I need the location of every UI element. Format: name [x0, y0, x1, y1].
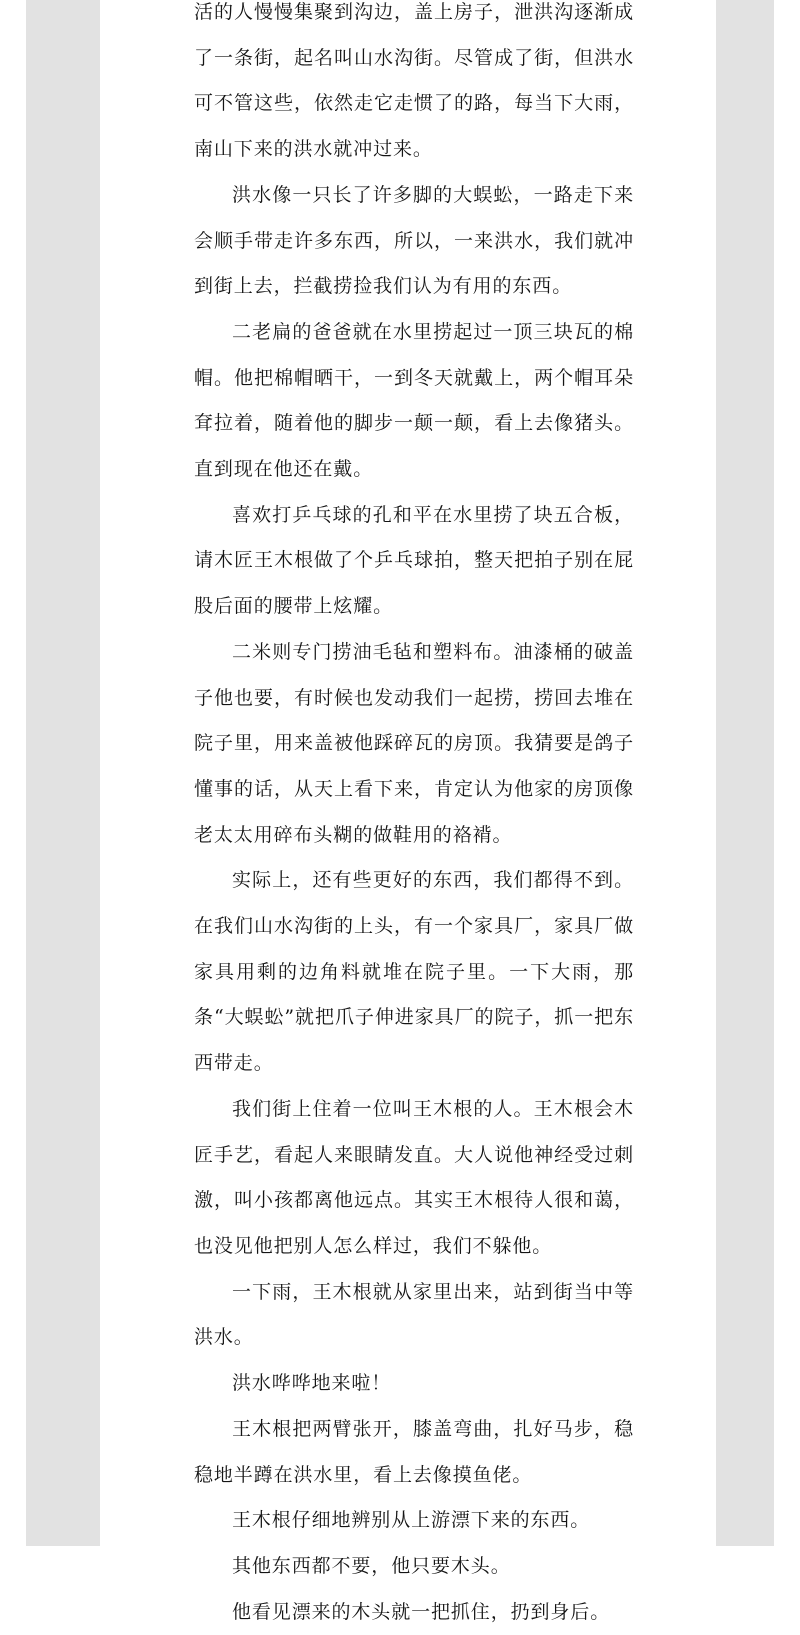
- paragraph: 王木根仔细地辨别从上游漂下来的东西。: [232, 1509, 591, 1532]
- paragraph: 一下雨，王木根就从家里出来，站到街当中等洪水。: [194, 1280, 634, 1349]
- paragraph: 他看见漂来的木头就一把抓住，扔到身后。: [232, 1600, 611, 1623]
- paragraph: 喜欢打乒乓球的孔和平在水里捞了块五合板，请木匠王木根做了个乒乓球拍，整天把拍子别在屁股后面的腰带上炫耀。: [194, 503, 634, 618]
- paragraph: 二米则专门捞油毛毡和塑料布。油漆桶的破盖子他也要，有时候也发动我们一起捞，捞回去堆在院子里，用来盖被他踩碎瓦的房顶。我猜要是鸽子懂事的话，从天上看下来，肯定认为他家的房顶像老太太用碎布头糊的做鞋用的袼褙。: [194, 640, 634, 846]
- text-column: [194, 0, 634, 1623]
- right-margin: [716, 0, 774, 1546]
- paragraph: 实际上，还有些更好的东西，我们都得不到。在我们山水沟街的上头，有一个家具厂，家具厂做家具用剩的边角料就堆在院子里。一下大雨，那条“大蜈蚣”就把爪子伸进家具厂的院子，抓一把东西带走。: [194, 869, 634, 1075]
- paragraph: 洪水哗哗地来啦！: [232, 1372, 392, 1395]
- paragraph: 我们街上住着一位叫王木根的人。王木根会木匠手艺，看起人来眼睛发直。大人说他神经受过刺激，叫小孩都离他远点。其实王木根待人很和蔼，也没见他把别人怎么样过，我们不躲他。: [194, 1097, 634, 1257]
- paragraph: 活的人慢慢集聚到沟边，盖上房子，泄洪沟逐渐成了一条街，起名叫山水沟街。尽管成了街，但洪水可不管这些，依然走它走惯了的路，每当下大雨，南山下来的洪水就冲过来。: [194, 1, 634, 161]
- paragraph: 洪水像一只长了许多脚的大蜈蚣，一路走下来会顺手带走许多东西，所以，一来洪水，我们就冲到街上去，拦截捞捡我们认为有用的东西。: [194, 183, 634, 298]
- paragraph: 王木根把两臂张开，膝盖弯曲，扎好马步，稳稳地半蹲在洪水里，看上去像摸鱼佬。: [194, 1417, 634, 1486]
- paragraph: 二老扁的爸爸就在水里捞起过一顶三块瓦的棉帽。他把棉帽晒干，一到冬天就戴上，两个帽耳朵耷拉着，随着他的脚步一颠一颠，看上去像猪头。直到现在他还在戴。: [194, 320, 634, 481]
- paragraph: 其他东西都不要，他只要木头。: [232, 1554, 511, 1577]
- document-page: [100, 0, 716, 1623]
- left-margin: [26, 0, 100, 1546]
